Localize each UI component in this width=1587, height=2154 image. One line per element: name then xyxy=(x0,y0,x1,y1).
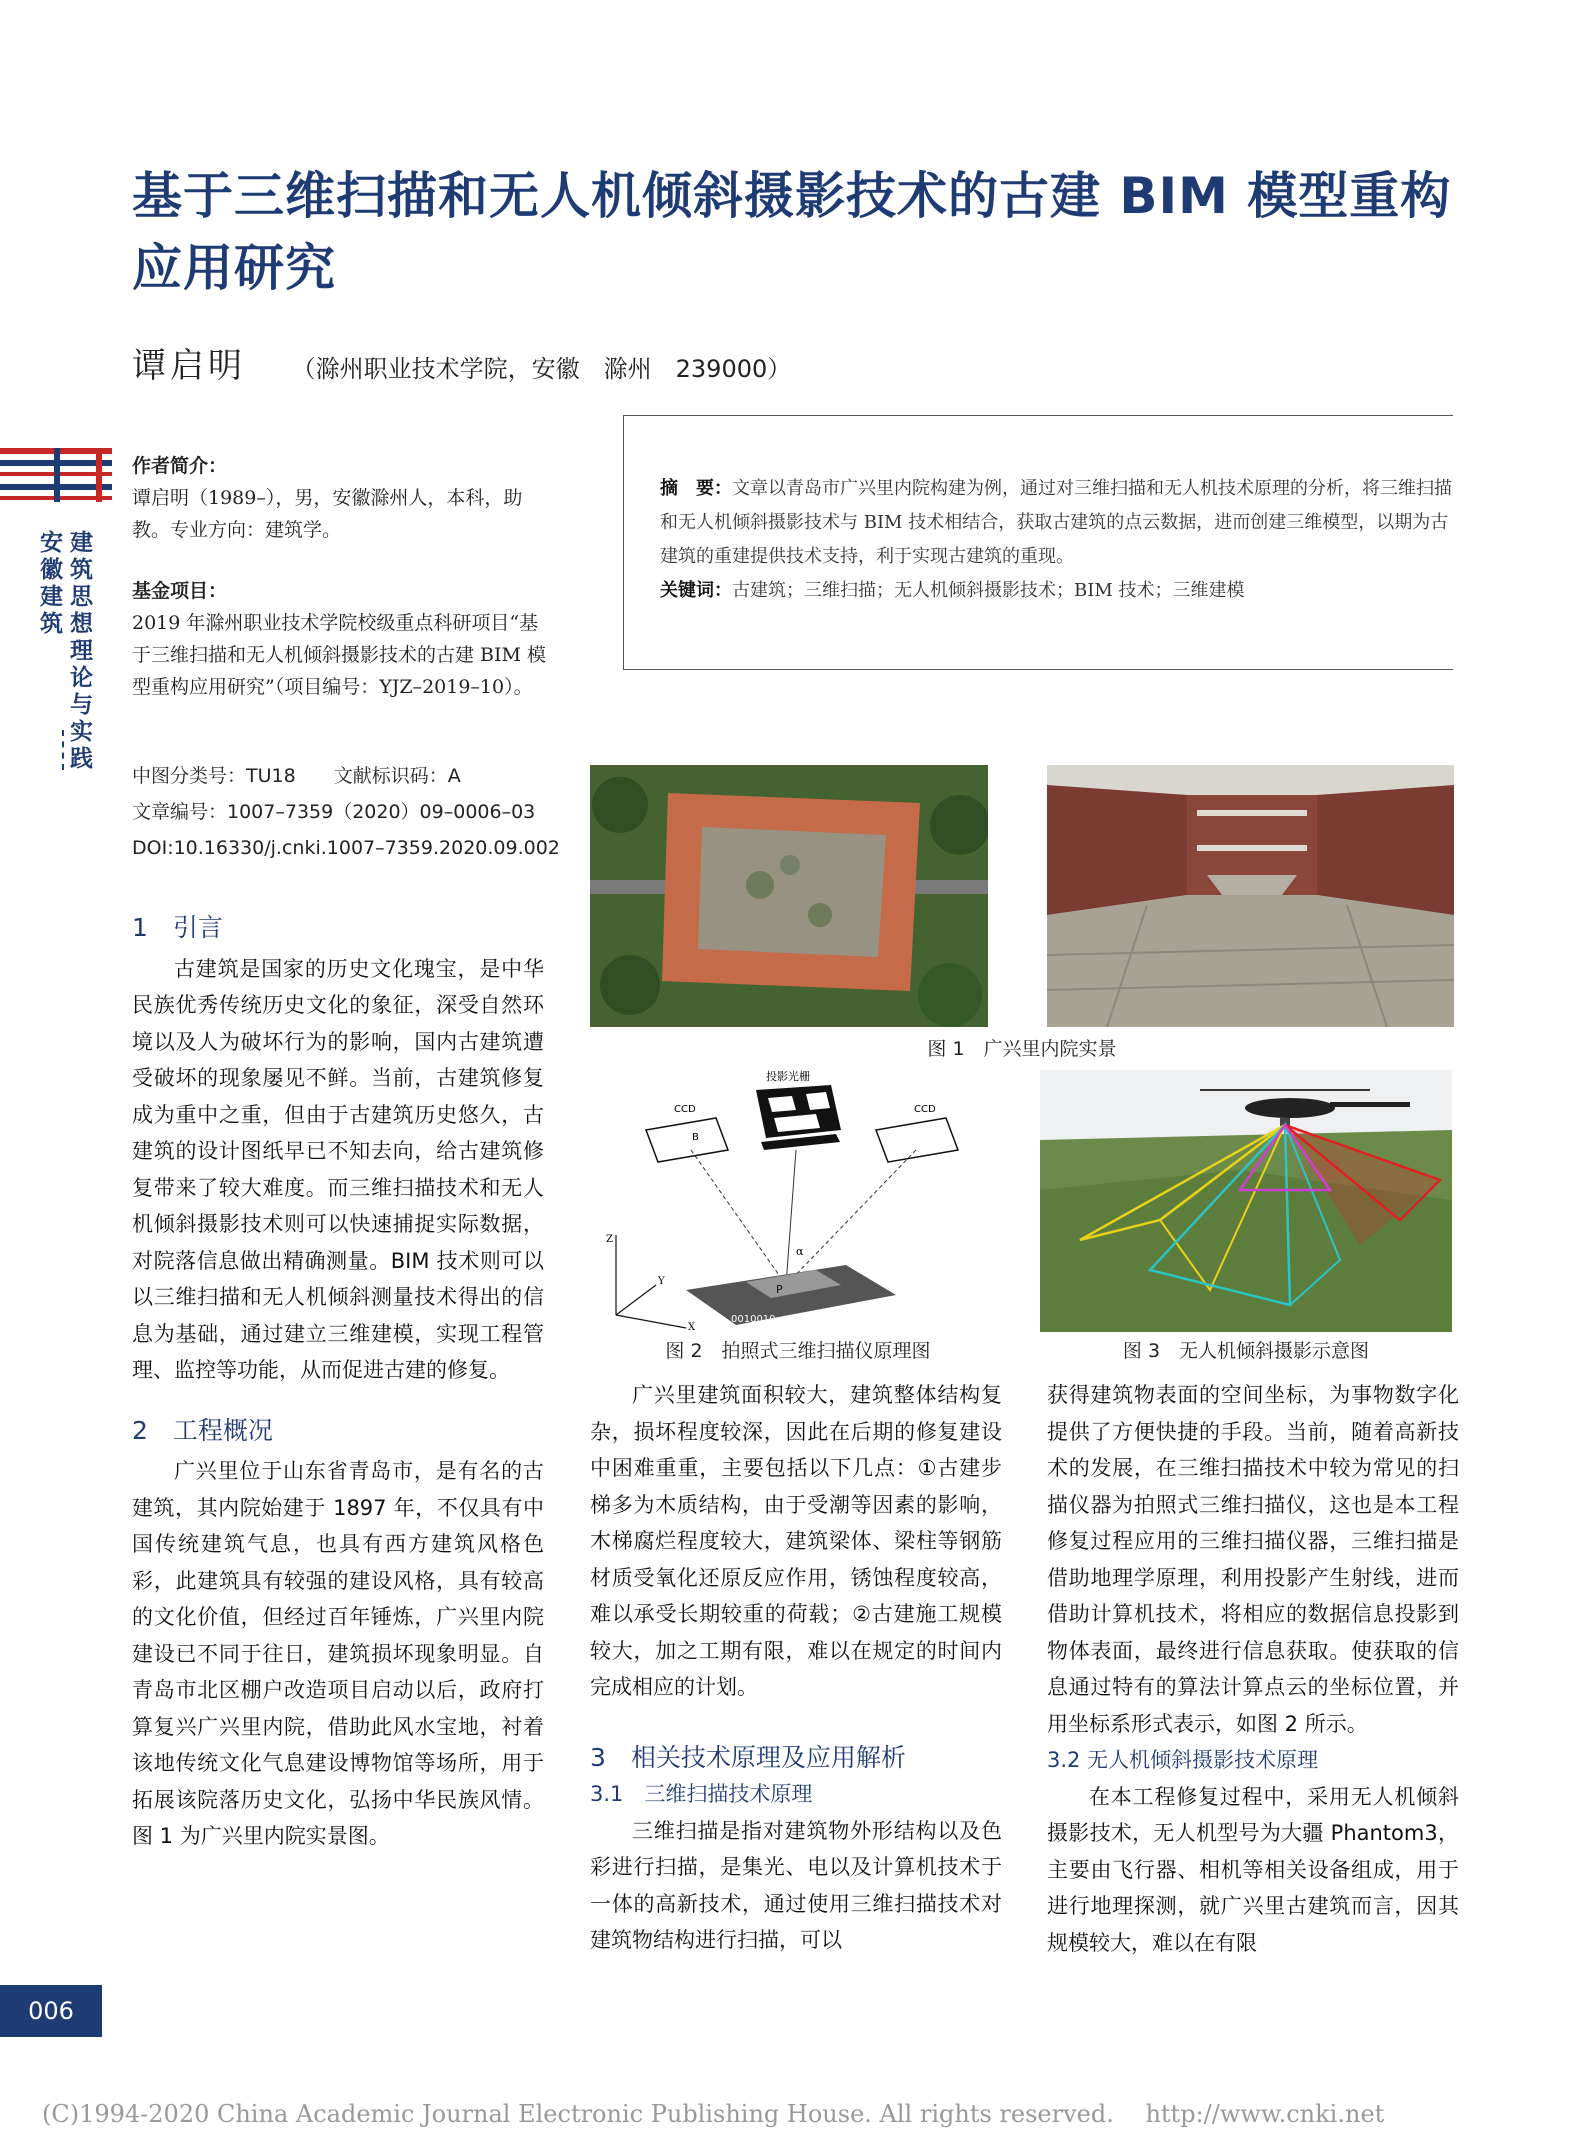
figure-2-diagram xyxy=(596,1070,1000,1332)
label-projector: 投影光栅 xyxy=(766,1070,810,1083)
article-number: 文章编号：1007–7359（2020）09–0006–03 xyxy=(132,801,536,823)
label-point-b: B xyxy=(692,1132,699,1143)
label-binary-code: 0010010 xyxy=(731,1314,776,1325)
author-bio xyxy=(132,450,552,546)
section-2-title: 2 工程概况 xyxy=(132,1415,273,1445)
keywords xyxy=(660,574,1460,608)
author-affiliation: （滁州职业技术学院，安徽 滁州 239000） xyxy=(291,355,792,383)
label-ccd-right: CCD xyxy=(914,1104,936,1115)
article-title: 基于三维扫描和无人机倾斜摄影技术的古建 BIM 模型重构应用研究 xyxy=(132,167,1452,297)
figure-1-aerial-photo xyxy=(590,765,988,1027)
section-3-2-body: 在本工程修复过程中，采用无人机倾斜摄影技术，无人机型号为大疆 Phantom3，主要由飞行器、相机等相关设备组成，用于进行地理探测，就广兴里古建筑而言，因其规模较大，难以在有限 xyxy=(1047,1784,1459,1955)
courtyard-ground-image xyxy=(1047,765,1454,1027)
label-ccd-left: CCD xyxy=(674,1104,696,1115)
middle-column xyxy=(590,1377,1002,1959)
section-1-body: 古建筑是国家的历史文化瑰宝，是中华民族优秀传统历史文化的象征，深受自然环境以及人为破坏行为的影响，国内古建筑遭受破坏的现象屡见不鲜。当前，古建筑修复成为重中之重，但由于古建筑历史悠久，古建筑的设计图纸早已不知去向，给古建筑修复带来了较大难度。而三维扫描技术和无人机倾斜摄影技术则可以快速捕捉实际数据，对院落信息做出精确测量。BIM 技术则可以以三维扫描和无人机倾斜测量技术得出的信息为基础，通过建立三维建模，实现工程管理、监控等功能，从而促进古建的修复。 xyxy=(132,956,544,1382)
figure-1-caption: 图 1 广兴里内院实景 xyxy=(927,1038,1117,1060)
doi-line: DOI:10.16330/j.cnki.1007–7359.2020.09.002 xyxy=(132,837,560,859)
fund-info xyxy=(132,575,552,703)
figure-3-illustration xyxy=(1040,1070,1452,1332)
side-label-line2: 安徽建筑 xyxy=(36,530,62,638)
author-name: 谭启明 xyxy=(132,346,246,386)
side-dash-line xyxy=(62,730,64,770)
middle-body: 广兴里建筑面积较大，建筑整体结构复杂，损坏程度较深，因此在后期的修复建设中困难重重，主要包括以下几点：①古建步梯多为木质结构，由于受潮等因素的影响，木梯腐烂程度较大，建筑梁体、梁柱等钢筋材质受氧化还原反应作用，锈蚀程度较高，难以承受长期较重的荷载；②古建施工规模较大，加之工期有限，难以在规定的时间内完成相应的计划。 xyxy=(590,1383,1002,1699)
keywords-text: 古建筑；三维扫描；无人机倾斜摄影技术；BIM 技术；三维建模 xyxy=(732,580,1245,601)
journal-side-label xyxy=(34,530,94,773)
label-alpha: α xyxy=(796,1245,804,1258)
fund-text: 2019 年滁州职业技术学院校级重点科研项目“基于三维扫描和无人机倾斜摄影技术的古建 BIM 模型重构应用研究”（项目编号：YJZ–2019–10）。 xyxy=(132,612,547,698)
bio-heading: 作者简介： xyxy=(132,455,228,477)
fund-heading: 基金项目： xyxy=(132,580,228,602)
oblique-photography-image xyxy=(1040,1070,1452,1332)
section-3-1-title: 3.1 三维扫描技术原理 xyxy=(590,1782,813,1806)
side-label-line1: 建筑思想理论与实践 xyxy=(66,530,92,773)
section-2-body: 广兴里位于山东省青岛市，是有名的古建筑，其内院始建于 1897 年，不仅具有中国传统建筑气息，也具有西方建筑风格色彩，此建筑具有较强的建设风格，具有较高的文化价值，但经过百年锤炼，广兴里内院建设已不同于往日，建筑损坏现象明显。自青岛市北区棚户改造项目启动以后，政府打算复兴广兴里内院，借助此风水宝地，衬着该地传统文化气息建设博物馆等场所，用于拓展该院落历史文化，弘扬中华民族风情。图 1 为广兴里内院实景图。 xyxy=(132,1459,544,1848)
figure-1-courtyard-photo xyxy=(1047,765,1454,1027)
section-3-1-body: 三维扫描是指对建筑物外形结构以及色彩进行扫描，是集光、电以及计算机技术于一体的高新技术，通过使用三维扫描技术对建筑物结构进行扫描，可以 xyxy=(590,1818,1002,1952)
label-axis-z: Z xyxy=(606,1234,613,1245)
page-number: 006 xyxy=(0,1985,102,2037)
abstract xyxy=(660,472,1460,608)
left-column xyxy=(132,910,544,1855)
copyright-footer: (C)1994-2020 China Academic Journal Electronic Publishing House. All rights reserved. http://www.cnki.net xyxy=(42,2100,1385,2128)
bio-text: 谭启明（1989–），男，安徽滁州人，本科，助教。专业方向：建筑学。 xyxy=(132,487,523,541)
figure-2-caption: 图 2 拍照式三维扫描仪原理图 xyxy=(665,1340,931,1362)
label-axis-y: Y xyxy=(658,1276,665,1287)
section-3-title: 3 相关技术原理及应用解析 xyxy=(590,1742,906,1772)
decor-bar-vertical-1 xyxy=(54,448,60,502)
label-axis-x: X xyxy=(688,1322,696,1332)
label-point-p: P xyxy=(776,1283,783,1296)
decor-bar-vertical-2 xyxy=(96,448,102,502)
right-column xyxy=(1047,1377,1459,1961)
keywords-label: 关键词： xyxy=(660,580,732,601)
section-3-2-title: 3.2 无人机倾斜摄影技术原理 xyxy=(1047,1748,1319,1772)
abstract-label: 摘 要： xyxy=(660,478,732,499)
abstract-paragraph xyxy=(660,472,1460,574)
section-1-title: 1 引言 xyxy=(132,913,223,942)
clc-line: 中图分类号：TU18 文献标识码：A xyxy=(132,765,461,787)
figure-3-caption: 图 3 无人机倾斜摄影示意图 xyxy=(1122,1340,1370,1362)
scanner-principle-diagram xyxy=(596,1070,1000,1332)
abstract-text: 文章以青岛市广兴里内院构建为例，通过对三维扫描和无人机技术原理的分析，将三维扫描和无人机倾斜摄影技术与 BIM 技术相结合，获取古建筑的点云数据，进而创建三维模型，以期为古建筑的重建提供技术支持，利于实现古建筑的重现。 xyxy=(660,478,1452,567)
classification-info xyxy=(132,758,572,866)
author-line xyxy=(132,338,791,387)
aerial-courtyard-image xyxy=(590,765,988,1027)
right-body: 获得建筑物表面的空间坐标，为事物数字化提供了方便快捷的手段。当前，随着高新技术的发展，在三维扫描技术中较为常见的扫描仪器为拍照式三维扫描仪，这也是本工程修复过程应用的三维扫描仪器，三维扫描是借助地理学原理，利用投影产生射线，进而借助计算机技术，将相应的数据信息投影到物体表面，最终进行信息获取。使获取的信息通过特有的算法计算点云的坐标位置，并用坐标系形式表示，如图 2 所示。 xyxy=(1047,1383,1459,1736)
